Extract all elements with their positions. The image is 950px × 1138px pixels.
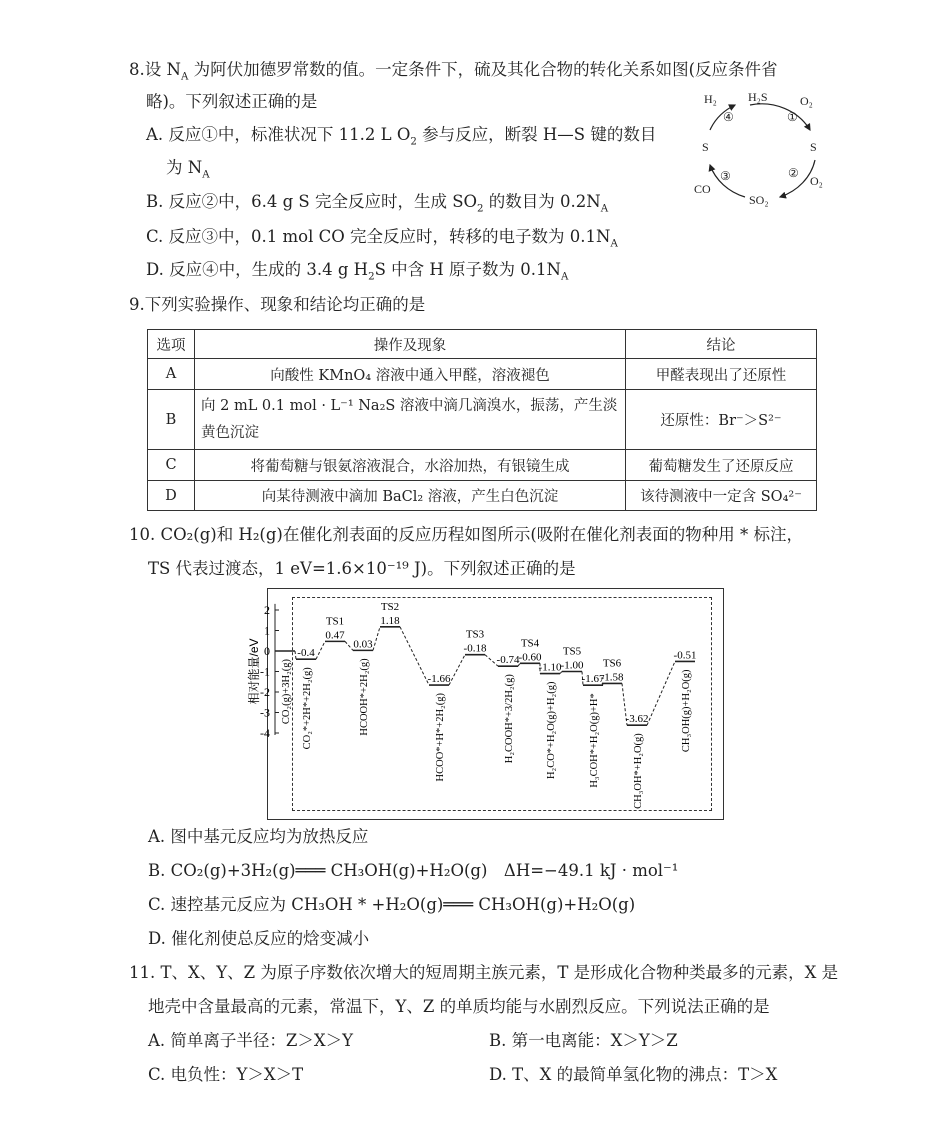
state-label: CH₃OH(g)+H₂O(g) [681, 669, 692, 753]
q10-option-d: D. 催化剂使总反应的焓变减小 [148, 929, 370, 948]
row-a-conclusion: 甲醛表现出了还原性 [626, 359, 817, 390]
table-row [148, 450, 817, 481]
value-label: -1.67 [581, 673, 605, 686]
row-c-operation: 将葡萄糖与银氨溶液混合，水浴加热，有银镜生成 [195, 450, 626, 481]
value-label: -1.00 [560, 659, 584, 672]
s-left-label: S [702, 140, 709, 154]
state-label: CO₂*+2H*+2H₂(g) [302, 667, 313, 750]
row-a-operation: 向酸性 KMnO₄ 溶液中通入甲醛，溶液褪色 [195, 359, 626, 390]
q8-stem-line1: 8.设 $N_A$ 为阿伏加德罗常数的值。一定条件下，硫及其化合物的转化关系如图(反应条件省 [129, 60, 778, 83]
header-operation: 操作及现象 [195, 330, 626, 359]
y-tick-label: -1 [260, 664, 270, 679]
h2-label: H₂ [704, 92, 717, 106]
state-label: HCOO*+H*+2H₂(g) [435, 693, 446, 782]
row-d-option: D [148, 481, 195, 511]
state-label: HCOOH*+2H₂(g) [359, 658, 370, 736]
row-a-option: A [148, 359, 195, 390]
q10-stem-line2: TS 代表过渡态，1 eV=1.6×10⁻¹⁹ J)。下列叙述正确的是 [148, 559, 576, 578]
co-label: CO [694, 182, 711, 196]
header-conclusion: 结论 [626, 330, 817, 359]
value-label: -1.10 [538, 661, 562, 674]
o2-label-bottom: O₂ [810, 174, 823, 188]
value-label: -0.60 [518, 651, 542, 664]
transition-line [400, 627, 429, 685]
q8-stem-line2: 略)。下列叙述正确的是 [146, 92, 318, 111]
state-label: H₂CO*+H₂O(g)+H₂(g) [546, 681, 557, 780]
transition-line [345, 641, 353, 650]
header-option: 选项 [148, 330, 195, 359]
step-4: ④ [723, 110, 734, 124]
y-tick-label: -4 [260, 726, 270, 740]
q11-option-b: B. 第一电离能：X＞Y＞Z [489, 1031, 678, 1050]
q8-option-a: A. 反应①中，标准状况下 11.2 L $O_2$ 参与反应，断裂 H—S 键的数目 [146, 125, 657, 148]
q10-option-c: C. 速控基元反应为 CH₃OH * +H₂O(g)═══ CH₃OH(g)+H₂O(g) [148, 895, 636, 914]
q8-option-c: C. 反应③中，0.1 mol CO 完全反应时，转移的电子数为 $0.1N_A$ [146, 227, 618, 250]
energy-profile-chart [230, 588, 730, 820]
row-c-conclusion: 葡萄糖发生了还原反应 [626, 450, 817, 481]
y-tick-label: -3 [260, 705, 270, 720]
value-label: -3.62 [625, 713, 649, 726]
row-b-option: B [148, 390, 195, 450]
q11-option-d: D. T、X 的最简单氢化物的沸点：T＞X [489, 1065, 778, 1084]
transition-line [373, 627, 380, 651]
transition-line [449, 655, 465, 685]
so2-label: SO₂ [749, 193, 769, 207]
q8-option-b: B. 反应②中，6.4 g S 完全反应时，生成 $SO_2$ 的数目为 $0.2N_A$ [146, 192, 609, 215]
q8-option-d: D. 反应④中，生成的 3.4 g $H_2S$ 中含 H 原子数为 $0.1N_A$ [146, 260, 569, 283]
state-label: CO₂(g)+3H₂(g) [281, 659, 292, 725]
value-label: -0.4 [297, 647, 315, 660]
ts-label: TS1 [325, 615, 345, 628]
transition-line [647, 661, 675, 725]
q9-stem: 9.下列实验操作、现象和结论均正确的是 [129, 295, 426, 314]
y-tick-label: -2 [260, 685, 270, 699]
q10-stem-line1: 10. CO₂(g)和 H₂(g)在催化剂表面的反应历程如图所示(吸附在催化剂表面的物种用 * 标注， [129, 525, 804, 544]
ts-label: TS4 [520, 637, 540, 650]
value-label: 0.03 [353, 638, 373, 651]
y-axis-label: 相对能量/eV [247, 638, 261, 705]
state-label: CH₃OH*+H₂O(g) [633, 733, 644, 809]
value-label: 1.18 [380, 614, 400, 627]
table-row [148, 390, 817, 450]
transition-line [316, 641, 325, 659]
s-right-label: S [810, 140, 817, 154]
row-d-conclusion: 该待测液中一定含 SO₄²⁻ [626, 481, 817, 511]
table-row [148, 481, 817, 511]
y-tick-label: 1 [264, 623, 270, 638]
step-3: ③ [720, 169, 731, 183]
ts-label: TS2 [380, 600, 400, 613]
value-label: -0.18 [463, 642, 487, 655]
ts-label: TS6 [602, 657, 622, 670]
q10-option-a: A. 图中基元反应均为放热反应 [148, 827, 369, 846]
value-label: -0.74 [496, 654, 520, 667]
ts-label: TS3 [465, 628, 485, 641]
row-b-conclusion: 还原性：Br⁻＞S²⁻ [626, 390, 817, 450]
row-c-option: C [148, 450, 195, 481]
y-tick-label: 2 [264, 603, 270, 617]
row-d-operation: 向某待测液中滴加 BaCl₂ 溶液，产生白色沉淀 [195, 481, 626, 511]
value-label: 0.47 [325, 629, 345, 642]
row-b-operation: 向 2 mL 0.1 mol · L⁻¹ Na₂S 溶液中滴几滴溴水，振荡，产生淡黄色沉淀 [195, 390, 626, 450]
sulfur-cycle-diagram [690, 85, 840, 210]
q9-table [147, 329, 817, 511]
state-label: H₃COH*+H₂O(g)+H* [589, 693, 600, 788]
state-label: H₂COOH*+3/2H₂(g) [504, 674, 515, 764]
value-label: -1.66 [427, 673, 451, 686]
table-header-row [148, 330, 817, 359]
q11-option-a: A. 简单离子半径：Z＞X＞Y [148, 1031, 354, 1050]
value-label: -0.51 [673, 649, 697, 662]
q8-option-a-cont: 为 $N_A$ [166, 158, 210, 181]
y-tick-label: 0 [264, 644, 270, 658]
step-2: ② [788, 166, 799, 180]
q11-option-c: C. 电负性：Y＞X＞T [148, 1065, 304, 1084]
step-1: ① [787, 110, 798, 124]
h2s-label: H₂S [748, 90, 768, 104]
q11-stem-line2: 地壳中含量最高的元素，常温下，Y、Z 的单质均能与水剧烈反应。下列说法正确的是 [148, 997, 770, 1016]
value-label: -1.58 [600, 671, 624, 684]
table-row [148, 359, 817, 390]
q11-stem-line1: 11. T、X、Y、Z 为原子序数依次增大的短周期主族元素，T 是形成化合物种类最多的元素，X 是 [129, 963, 839, 982]
transition-line [295, 651, 296, 659]
ts-label: TS5 [562, 645, 582, 658]
o2-label-top: O₂ [800, 94, 813, 108]
q10-option-b: B. CO₂(g)+3H₂(g)═══ CH₃OH(g)+H₂O(g) ΔH=−49.1 kJ · mol⁻¹ [148, 861, 679, 880]
